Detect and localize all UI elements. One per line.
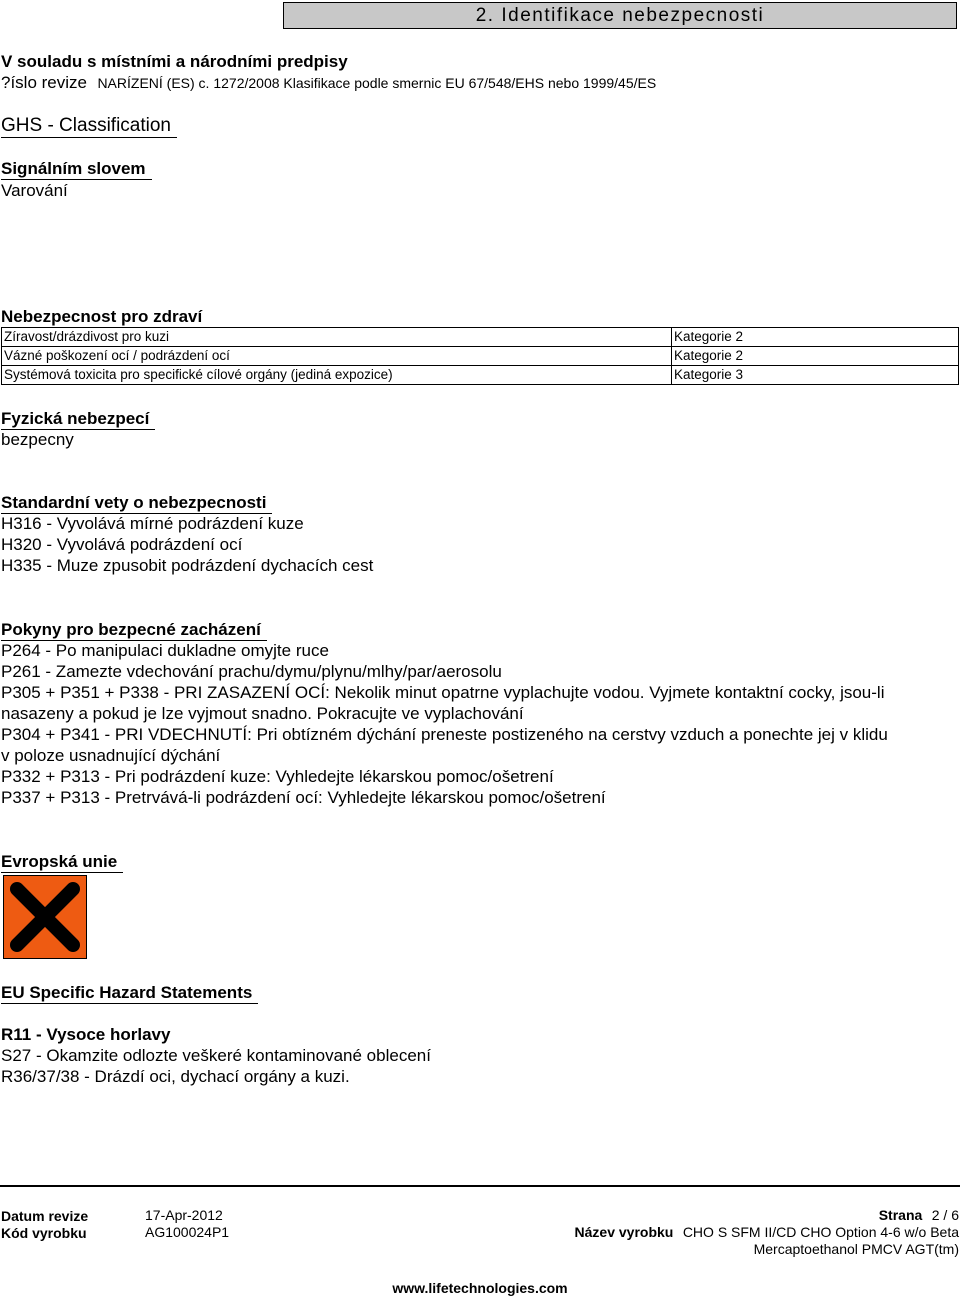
website-link[interactable]: www.lifetechnologies.com [392,1280,568,1296]
precautionary-heading: Pokyny pro bezpecné zacházení [1,620,267,641]
eu-heading: Evropská unie [1,852,123,873]
harmful-x-icon [3,875,87,959]
revision-label: ?íslo revize [1,73,87,92]
eu-statement-line: S27 - Okamzite odlozte veškeré kontaminované oblecení [1,1046,431,1065]
health-hazards-table [1,327,959,385]
category-cell: Kategorie 2 [672,347,959,366]
physical-hazards-value: bezpecny [1,430,74,449]
revision-text: NARÍZENÍ (ES) c. 1272/2008 Klasifikace podle smernic EU 67/548/EHS nebo 1999/45/ES [97,75,657,91]
eu-statement-line: R36/37/38 - Drázdí oci, dychací orgány a kuzi. [1,1067,350,1086]
r-phrase: R11 - Vysoce horlavy [1,1025,171,1044]
precautionary-line: P305 + P351 + P338 - PRI ZASAZENÍ OCÍ: Nekolik minut opatrne vyplachujte vodou. Vyjmete kontaktní cocky, jsou-li [1,683,885,702]
product-name-continued: Mercaptoethanol PMCV AGT(tm) [753,1241,959,1257]
product-name: CHO S SFM II/CD CHO Option 4-6 w/o Beta [682,1224,959,1240]
revision-row [1,73,656,93]
eu-statements-heading: EU Specific Hazard Statements [1,983,258,1004]
hazard-cell: Zíravost/drázdivost pro kuzi [2,328,672,347]
precautionary-line: P264 - Po manipulaci dukladne omyjte ruce [1,641,329,660]
category-cell: Kategorie 3 [672,366,959,385]
hazard-statement: H335 - Muze zpusobit podrázdení dychacích cest [1,556,374,575]
precautionary-line: nasazeny a pokud je lze vyjmout snadno. Pokracujte ve vyplachování [1,704,524,723]
table-row [2,328,959,347]
precautionary-line: P304 + P341 - PRI VDECHNUTÍ: Pri obtízném dýchání preneste postizeného na cerstvy vzduch a ponechte jej v klidu [1,725,888,744]
revision-date-label: Datum revize [1,1208,89,1224]
section-title: 2. Identifikace nebezpecnosti [283,2,957,29]
revision-date: 17-Apr-2012 [145,1207,223,1223]
product-name-row [575,1224,959,1242]
precautionary-line: v poloze usnadnující dýchání [1,746,221,765]
physical-hazards-heading: Fyzická nebezpecí [1,409,155,430]
health-hazards-heading: Nebezpecnost pro zdraví [1,307,208,328]
signal-word-heading: Signálním slovem [1,159,152,180]
product-code: AG100024P1 [145,1224,230,1240]
footer-divider [0,1185,960,1187]
page-label: Strana [878,1207,923,1223]
page-number [879,1207,959,1225]
ghs-heading: GHS - Classification [1,115,177,138]
product-name-label: Název vyrobku [574,1224,674,1240]
regulatory-heading: V souladu s místními a národními predpisy [1,52,348,71]
category-cell: Kategorie 2 [672,328,959,347]
precautionary-line: P332 + P313 - Pri podrázdení kuze: Vyhledejte lékarskou pomoc/ošetrení [1,767,554,786]
product-code-label: Kód vyrobku [1,1225,87,1241]
page-value: 2 / 6 [931,1207,959,1223]
hazard-statement: H316 - Vyvolává mírné podrázdení kuze [1,514,304,533]
hazard-cell: Systémová toxicita pro specifické cílové orgány (jediná expozice) [2,366,672,385]
hazard-cell: Vázné poškození ocí / podrázdení ocí [2,347,672,366]
table-row [2,347,959,366]
table-row [2,366,959,385]
precautionary-line: P261 - Zamezte vdechování prachu/dymu/plynu/mlhy/par/aerosolu [1,662,502,681]
hazard-statements-heading: Standardní vety o nebezpecnosti [1,493,272,514]
signal-word: Varování [1,181,68,200]
precautionary-line: P337 + P313 - Pretrvává-li podrázdení ocí: Vyhledejte lékarskou pomoc/ošetrení [1,788,606,807]
hazard-statement: H320 - Vyvolává podrázdení ocí [1,535,243,554]
